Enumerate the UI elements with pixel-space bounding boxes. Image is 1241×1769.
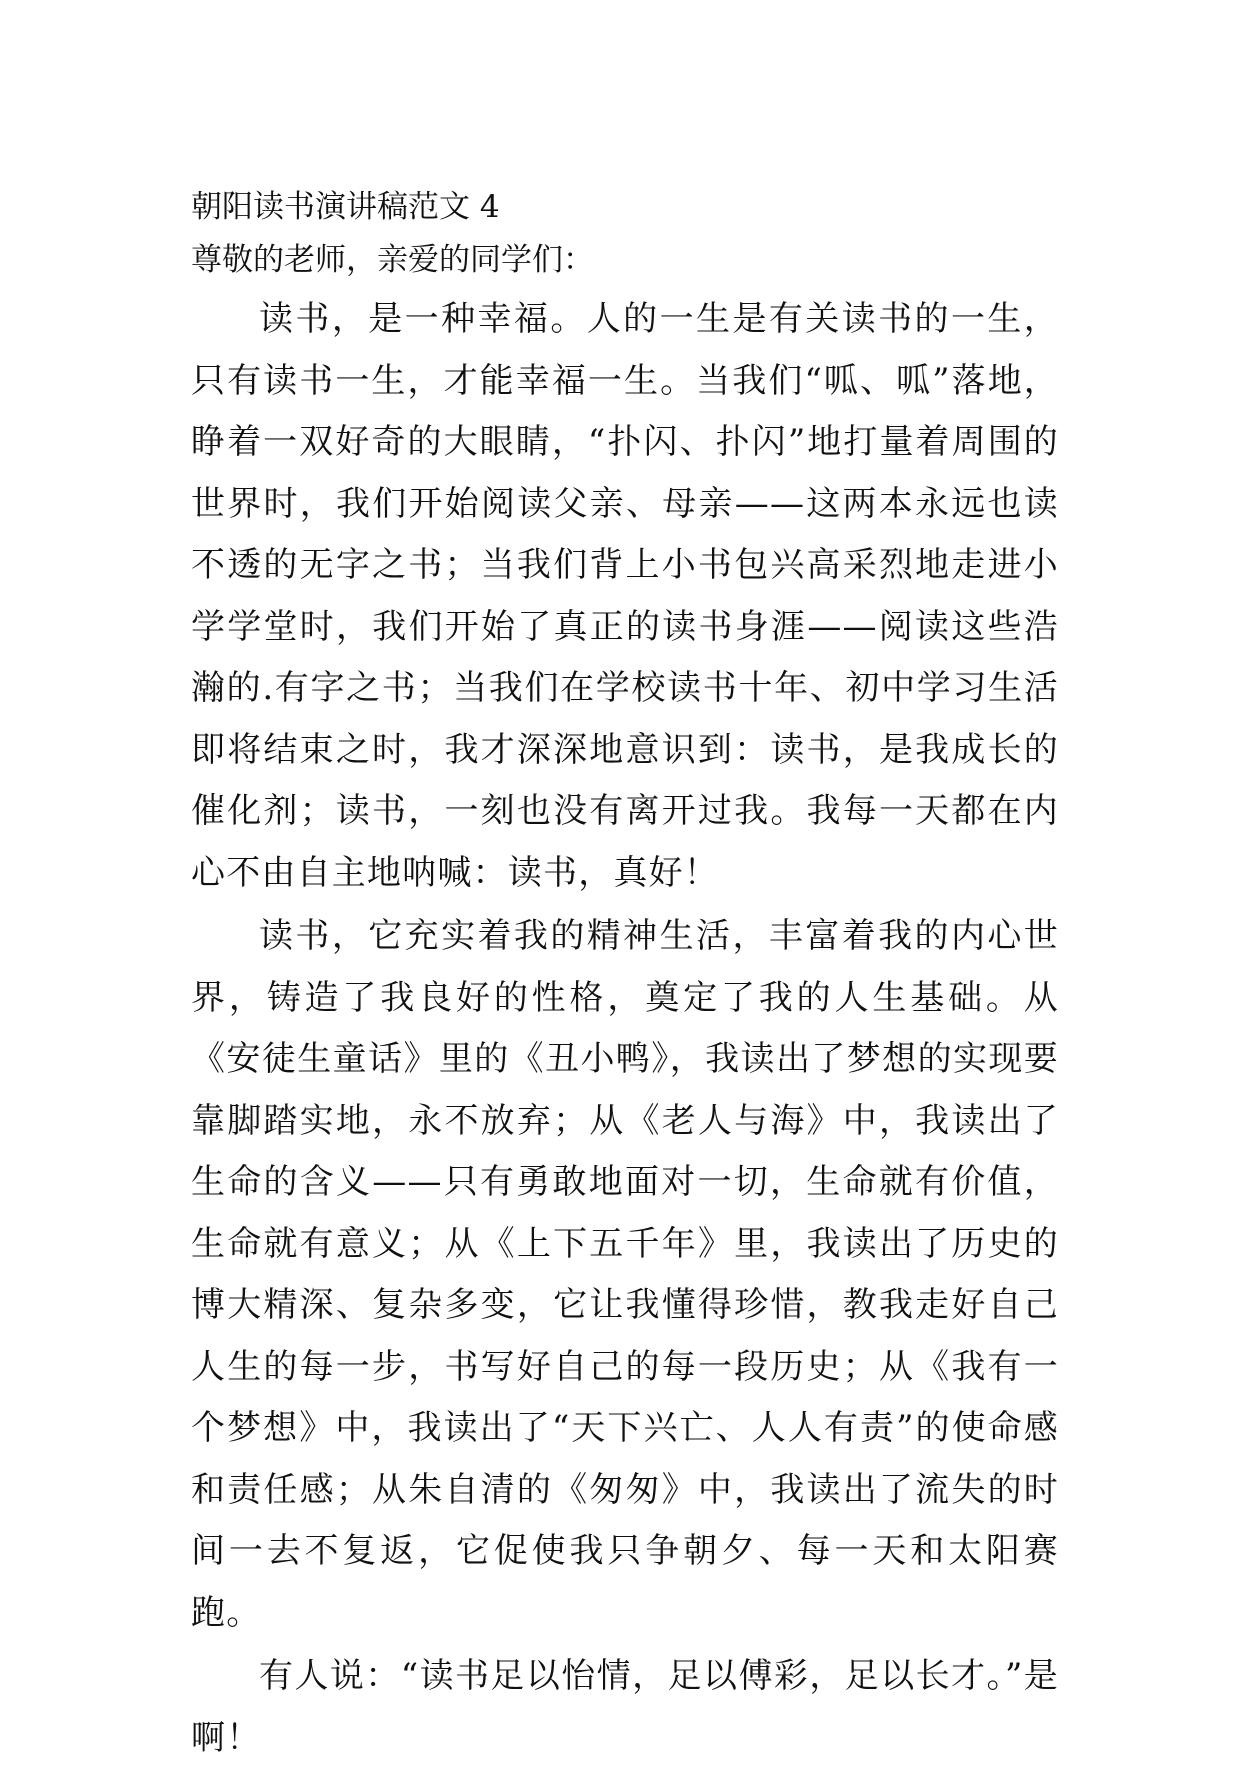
document-title: 朝阳读书演讲稿范文 4 (191, 189, 500, 225)
paragraph-3: 有人说：“读书足以怡情，足以傅彩，足以长才。”是啊！ (191, 1656, 1059, 1758)
paragraph-1: 读书，是一种幸福。人的一生是有关读书的一生，只有读书一生，才能幸福一生。当我们“呱、呱”落地，睁着一双好奇的大眼睛，“扑闪、扑闪”地打量着周围的世界时，我们开始阅读父亲、母亲——这两本永远也读不透的无字之书；当我们背上小书包兴高采烈地走进小学学堂时，我们开始了真正的读书身涯——阅读这些浩瀚的.有字之书；当我们在学校读书十年、初中学习生活即将结束之时，我才深深地意识到：读书，是我成长的催化剂；读书，一刻也没有离开过我。我每一天都在内心不由自主地呐喊：读书，真好！ (191, 299, 1059, 893)
paragraph-2: 读书，它充实着我的精神生活，丰富着我的内心世界，铸造了我良好的性格，奠定了我的人生基础。从《安徒生童话》里的《丑小鸭》，我读出了梦想的实现要靠脚踏实地，永不放弃；从《老人与海》中，我读出了生命的含义——只有勇敢地面对一切，生命就有价值，生命就有意义；从《上下五千年》里，我读出了历史的博大精深、复杂多变，它让我懂得珍惜，教我走好自己人生的每一步，书写好自己的每一段历史；从《我有一个梦想》中，我读出了“天下兴亡、人人有责”的使命感和责任感；从朱自清的《匆匆》中，我读出了流失的时间一去不复返，它促使我只争朝夕、每一天和太阳赛跑。 (191, 916, 1059, 1633)
document-body (191, 186, 1059, 1769)
salutation: 尊敬的老师，亲爱的同学们： (191, 242, 594, 278)
